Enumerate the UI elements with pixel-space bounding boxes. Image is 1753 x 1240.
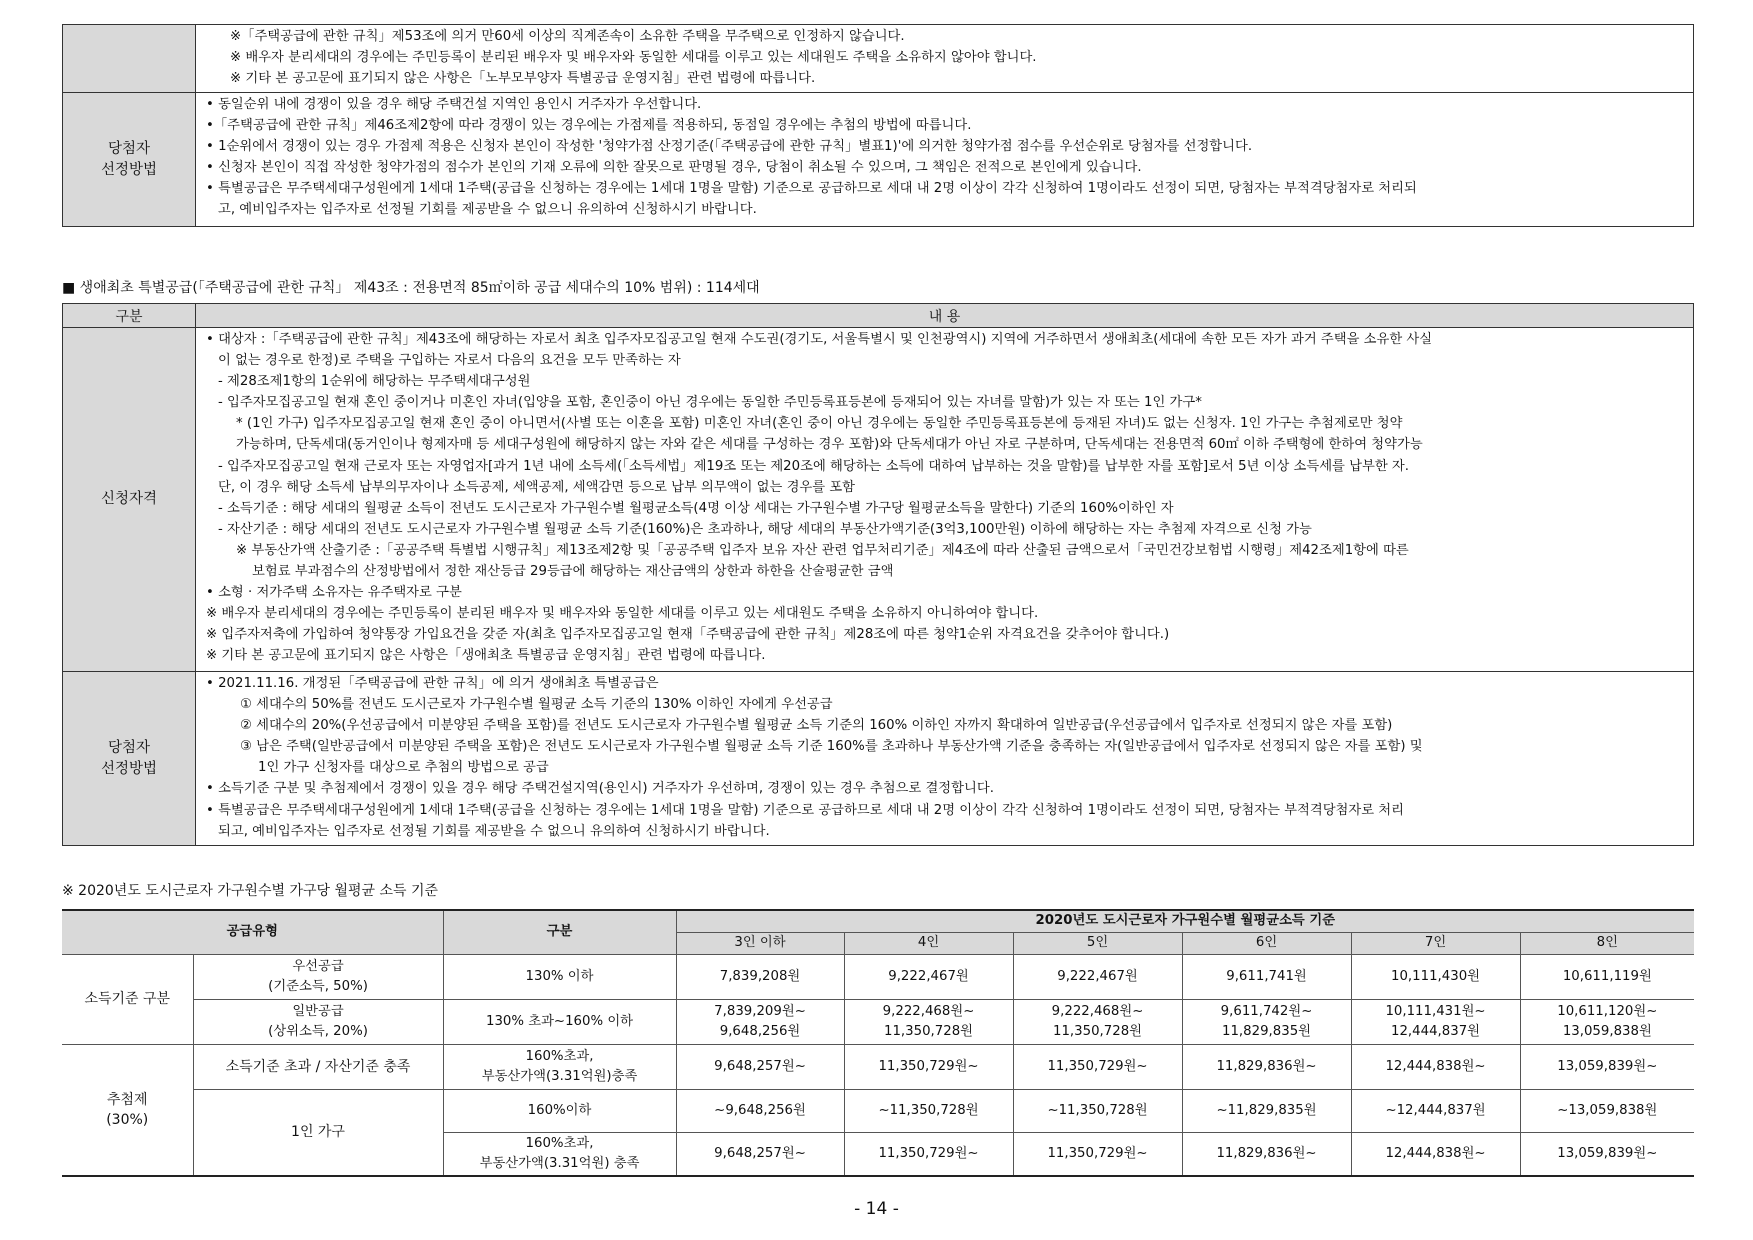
note-line: 보험료 부과점수의 산정방법에서 정한 재산등급 29등급에 해당하는 재산금액의 상한과 하한을 산술평균한 금액 — [252, 564, 894, 580]
dash-line: - 제28조제1항의 1순위에 해당하는 무주택세대구성원 — [218, 374, 531, 390]
section-title-first-home: ■ 생애최초 특별공급(「주택공급에 관한 규칙」 제43조 : 전용면적 85㎡이하 공급 세대수의 10% 범위) : 114세대 — [62, 280, 760, 296]
bullet-line: • 대상자 :「주택공급에 관한 규칙」제43조에 해당하는 자로서 최초 입주자모집공고일 현재 수도권(경기도, 서울특별시 및 인천광역시) 지역에 거주하면서 생애최초(세대에 속한 모든 자가 과거 주택을 소유한 사실 — [206, 332, 1433, 347]
value-cell: 11,829,836원~ — [1182, 1132, 1351, 1176]
category-cell: 130% 이하 — [443, 954, 676, 999]
note-line: ※ 배우자 분리세대의 경우에는 주민등록이 분리된 배우자 및 배우자와 동일한 세대를 이루고 있는 세대원도 주택을 소유하지 않아야 합니다. — [230, 50, 1037, 66]
numbered-line: 1인 가구 신청자를 대상으로 추첨의 방법으로 공급 — [258, 760, 549, 776]
bullet-line: • 소득기준 구분 및 추첨제에서 경쟁이 있을 경우 해당 주택건설지역(용인시) 거주자가 우선하며, 경쟁이 있는 경우 추첨으로 결정합니다. — [206, 781, 994, 797]
header-size-5: 5인 — [1013, 932, 1182, 954]
bullet-line: 되고, 예비입주자는 입주자로 선정될 기회를 제공받을 수 없으니 유의하여 신청하시기 바랍니다. — [218, 823, 770, 839]
value-cell: 7,839,209원~ 9,648,256원 — [676, 999, 844, 1044]
footnote-line: * (1인 가구) 입주자모집공고일 현재 혼인 중이 아니면서(사별 또는 이혼을 포함) 미혼인 자녀(혼인 중이 아닌 경우에는 동일한 주민등록표등본에 등재된 자녀)도 없는 신청자. 1인 가구는 추첨제로만 청약 — [236, 416, 1403, 432]
category-cell: 160%초과, 부동산가액(3.31억원)충족 — [443, 1044, 676, 1089]
value-cell: 9,611,741원 — [1182, 954, 1351, 999]
value-cell: 10,611,120원~ 13,059,838원 — [1520, 999, 1694, 1044]
numbered-line: ① 세대수의 50%를 전년도 도시근로자 가구원수별 월평균 소득 기준의 130% 이하인 자에게 우선공급 — [240, 697, 833, 713]
group-lottery: 추첨제 (30%) — [62, 1044, 193, 1176]
value-cell: 9,611,742원~ 11,829,835원 — [1182, 999, 1351, 1044]
bullet-line: • 신청자 본인이 직접 작성한 청약가점의 점수가 본인의 기재 오류에 의한 잘못으로 판명될 경우, 당첨이 취소될 수 있으며, 그 책임은 전적으로 본인에게 있습니다. — [206, 160, 1142, 176]
notes-cell — [196, 25, 1694, 93]
value-cell: 11,350,729원~ — [844, 1132, 1013, 1176]
section-title-income-standard: ※ 2020년도 도시근로자 가구원수별 가구당 월평균 소득 기준 — [62, 883, 439, 899]
value-cell: 13,059,839원~ — [1520, 1132, 1694, 1176]
winner-selection-content — [196, 93, 1694, 227]
header-size-8: 8인 — [1520, 932, 1694, 954]
bullet-line: 이 없는 경우로 한정)로 주택을 구입하는 자로서 다음의 요건을 모두 만족하는 자 — [218, 353, 681, 369]
value-cell: 11,829,836원~ — [1182, 1044, 1351, 1089]
value-cell: 9,222,468원~ 11,350,728원 — [844, 999, 1013, 1044]
value-cell: ~12,444,837원 — [1351, 1089, 1520, 1132]
bullet-line: • 동일순위 내에 경쟁이 있을 경우 해당 주택건설 지역인 용인시 거주자가 우선합니다. — [206, 97, 702, 112]
bullet-line: • 2021.11.16. 개정된「주택공급에 관한 규칙」에 의거 생애최초 특별공급은 — [206, 676, 659, 691]
note-line: ※ 기타 본 공고문에 표기되지 않은 사항은「노부모부양자 특별공급 운영지침」관련 법령에 따릅니다. — [230, 71, 816, 87]
category-cell: 160%초과, 부동산가액(3.31억원) 충족 — [443, 1132, 676, 1176]
header-income-group: 2020년도 도시근로자 가구원수별 월평균소득 기준 — [676, 910, 1694, 932]
dash-line: - 입주자모집공고일 현재 근로자 또는 자영업자[과거 1년 내에 소득세(「소득세법」제19조 또는 제20조에 해당하는 소득에 대하여 납부하는 것을 말함)를 납부한 자를 포함]로서 5년 이상 소득세를 납부한 자. — [218, 458, 1409, 474]
supply-type-general: 일반공급 (상위소득, 20%) — [193, 999, 443, 1044]
bullet-line: • 특별공급은 무주택세대구성원에게 1세대 1주택(공급을 신청하는 경우에는 1세대 1명을 말함) 기준으로 공급하므로 세대 내 2명 이상이 각각 신청하여 1명이라도 선정이 되면, 당첨자는 부적격당첨자로 처리되 — [206, 181, 1417, 197]
value-cell: 10,111,431원~ 12,444,837원 — [1351, 999, 1520, 1044]
table-row — [62, 1089, 1694, 1132]
value-cell: 9,222,467원 — [1013, 954, 1182, 999]
note-line: ※ 기타 본 공고문에 표기되지 않은 사항은「생애최초 특별공급 운영지침」관련 법령에 따릅니다. — [206, 648, 766, 664]
value-cell: 13,059,839원~ — [1520, 1044, 1694, 1089]
table-row — [62, 999, 1694, 1044]
value-cell: 11,350,729원~ — [1013, 1132, 1182, 1176]
note-line: ※ 입주자저축에 가입하여 청약통장 가입요건을 갖준 자(최초 입주자모집공고일 현재「주택공급에 관한 규칙」제28조에 따른 청약1순위 자격요건을 갖추어야 합니다.) — [206, 627, 1170, 643]
row-header-eligibility: 신청자격 — [63, 328, 196, 672]
header-size-4: 4인 — [844, 932, 1013, 954]
note-line: ※ 배우자 분리세대의 경우에는 주민등록이 분리된 배우자 및 배우자와 동일한 세대를 이루고 있는 세대원도 주택을 소유하지 아니하여야 합니다. — [206, 606, 1039, 622]
value-cell: 10,111,430원 — [1351, 954, 1520, 999]
numbered-line: ② 세대수의 20%(우선공급에서 미분양된 주택을 포함)를 전년도 도시근로자 가구원수별 월평균 소득 기준의 160% 이하인 자까지 확대하여 일반공급(우선공급에서 입주자로 선정되지 않은 자를 포함) — [240, 718, 1393, 734]
dash-line: - 자산기준 : 해당 세대의 전년도 도시근로자 가구원수별 월평균 소득 기준(160%)은 초과하나, 해당 세대의 부동산가액기준(3억3,100만원) 이하에 해당하는 자는 추첨제 자격으로 신청 가능 — [218, 521, 1312, 537]
dash-line: - 소득기준 : 해당 세대의 월평균 소득이 전년도 도시근로자 가구원수별 월평균소득(4명 이상 세대는 가구원수별 가구당 월평균소득을 말한다) 기준의 160%이하인 자 — [218, 500, 1174, 516]
income-standard-table — [62, 909, 1694, 1177]
col-header-content: 내 용 — [196, 304, 1694, 328]
numbered-line: ③ 남은 주택(일반공급에서 미분양된 주택을 포함)은 전년도 도시근로자 가구원수별 월평균 소득 기준 160%를 초과하나 부동산가액 기준을 충족하는 자(일반공급에서 입주자로 선정되지 않은 자를 포함) 및 — [240, 739, 1423, 755]
row-header-winner-selection: 당첨자 선정방법 — [63, 93, 196, 227]
bullet-line: • 소형 · 저가주택 소유자는 유주택자로 구분 — [206, 585, 462, 601]
header-size-3: 3인 이하 — [676, 932, 844, 954]
value-cell: 11,350,729원~ — [844, 1044, 1013, 1089]
page-number: - 14 - — [854, 1199, 899, 1219]
bullet-line: • 특별공급은 무주택세대구성원에게 1세대 1주택(공급을 신청하는 경우에는 1세대 1명을 말함) 기준으로 공급하므로 세대 내 2명 이상이 각각 신청하여 1명이라도 선정이 되면, 당첨자는 부적격당첨자로 처리 — [206, 802, 1404, 818]
winner-selection-content — [196, 672, 1694, 846]
first-home-special-supply-table — [62, 303, 1694, 846]
value-cell: 7,839,208원 — [676, 954, 844, 999]
value-cell: 11,350,729원~ — [1013, 1044, 1182, 1089]
special-supply-elderly-table-continued — [62, 24, 1694, 227]
value-cell: 9,648,257원~ — [676, 1044, 844, 1089]
eligibility-content — [196, 328, 1694, 672]
footnote-line: 가능하며, 단독세대(동거인이나 형제자매 등 세대구성원에 해당하지 않는 자와 같은 세대를 구성하는 경우 포함)와 단독세대가 아닌 자로 구분하며, 단독세대는 전용면적 60㎡ 이하 주택형에 한하여 청약가능 — [236, 437, 1423, 453]
value-cell: ~11,350,728원 — [844, 1089, 1013, 1132]
bullet-line: •「주택공급에 관한 규칙」제46조제2항에 따라 경쟁이 있는 경우에는 가점제를 적용하되, 동점일 경우에는 추첨의 방법에 따릅니다. — [206, 118, 972, 134]
supply-type-priority: 우선공급 (기준소득, 50%) — [193, 954, 443, 999]
supply-type-single: 1인 가구 — [193, 1089, 443, 1176]
note-line: ※ 부동산가액 산출기준 :「공공주택 특별법 시행규칙」제13조제2항 및「공공주택 입주자 보유 자산 관련 업무처리기준」제4조에 따라 산출된 금액으로서「국민건강보험법 시행령」제42조제1항에 따른 — [236, 542, 1409, 558]
header-size-7: 7인 — [1351, 932, 1520, 954]
value-cell: 12,444,838원~ — [1351, 1132, 1520, 1176]
value-cell: ~13,059,838원 — [1520, 1089, 1694, 1132]
dash-line: - 입주자모집공고일 현재 혼인 중이거나 미혼인 자녀(입양을 포함, 혼인중이 아닌 경우에는 동일한 주민등록표등본에 등재되어 있는 자녀를 말함)가 있는 자 또는 1인 가구* — [218, 395, 1202, 411]
header-size-6: 6인 — [1182, 932, 1351, 954]
value-cell: 9,222,468원~ 11,350,728원 — [1013, 999, 1182, 1044]
note-line: ※「주택공급에 관한 규칙」제53조에 의거 만60세 이상의 직계존속이 소유한 주택을 무주택으로 인정하지 않습니다. — [230, 29, 905, 44]
supply-type-asset: 소득기준 초과 / 자산기준 충족 — [193, 1044, 443, 1089]
bullet-line: 고, 예비입주자는 입주자로 선정될 기회를 제공받을 수 없으니 유의하여 신청하시기 바랍니다. — [218, 202, 757, 218]
value-cell: 9,222,467원 — [844, 954, 1013, 999]
empty-header-cell — [63, 25, 196, 93]
category-cell: 160%이하 — [443, 1089, 676, 1132]
bullet-line: • 1순위에서 경쟁이 있는 경우 가점제 적용은 신청자 본인이 작성한 '청약가점 산정기준(「주택공급에 관한 규칙」별표1)'에 의거한 청약가점 점수를 우선순위로 당첨자를 선정합니다. — [206, 139, 1253, 155]
header-category: 구분 — [443, 910, 676, 954]
table-row — [62, 954, 1694, 999]
header-supply-type: 공급유형 — [62, 910, 443, 954]
category-cell: 130% 초과~160% 이하 — [443, 999, 676, 1044]
value-cell: ~11,829,835원 — [1182, 1089, 1351, 1132]
dash-line: 단, 이 경우 해당 소득세 납부의무자이나 소득공제, 세액공제, 세액감면 등으로 납부 의무액이 없는 경우를 포함 — [218, 479, 856, 495]
value-cell: ~11,350,728원 — [1013, 1089, 1182, 1132]
value-cell: 10,611,119원 — [1520, 954, 1694, 999]
row-header-winner-selection: 당첨자 선정방법 — [63, 672, 196, 846]
value-cell: 12,444,838원~ — [1351, 1044, 1520, 1089]
table-row — [62, 1044, 1694, 1089]
group-income-criteria: 소득기준 구분 — [62, 954, 193, 1044]
value-cell: 9,648,257원~ — [676, 1132, 844, 1176]
col-header-category: 구분 — [63, 304, 196, 328]
value-cell: ~9,648,256원 — [676, 1089, 844, 1132]
